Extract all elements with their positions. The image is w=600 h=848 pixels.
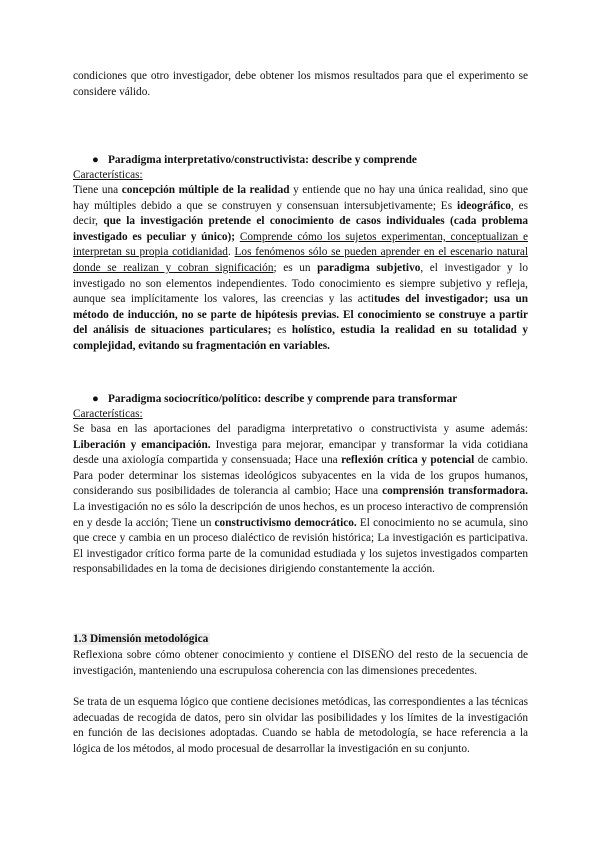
paradigma-interpretativo-body: Tiene una concepción múltiple de la realidad y entiende que no hay una única realidad, sino que hay múltiples debido a que se construyen y consensuan intersubjetivamente; Es ideográfico, es decir, que la investigación pretende el conocimiento de casos individuales (cada problema investigado es peculiar y único); Comprende cómo los sujetos experimentan, conceptualizan e interpretan su propia cotidianidad. Los fenómenos sólo se pueden aprender en el escenario natural donde se realizan y cobran significación; es un paradigma subjetivo, el investigador y lo investigado no son elementos independientes. Todo conocimiento es siempre subjetivo y refleja, aunque sea implícitamente los valores, las creencias y las actitudes del investigador; usa un método de inducción, no se parte de hipótesis previas. El conocimiento se construye a partir del análisis de situaciones particulares; es holístico, estudia la realidad en su totalidad y complejidad, evitando su fragmentación en variables. xyxy=(73,184,529,352)
bullet-icon: ● xyxy=(92,154,99,166)
intro-paragraph: condiciones que otro investigador, debe obtener los mismos resultados para que el experimento se considere válido. xyxy=(73,70,528,98)
bullet-icon: ● xyxy=(92,393,99,405)
caracteristicas-label: Características: xyxy=(73,408,143,420)
paradigma-sociocritico-heading xyxy=(92,392,528,408)
paradigma-interpretativo-heading xyxy=(92,153,528,169)
heading-text: Paradigma interpretativo/constructivista: describe y comprende xyxy=(108,154,417,166)
caracteristicas-label: Características: xyxy=(73,169,143,181)
paradigma-sociocritico-body: Se basa en las aportaciones del paradigma interpretativo o constructivista y asume además: Liberación y emancipación. Investiga para mejorar, emancipar y transformar la vida cotidiana desde una axiología compartida y consensuada; Hace una reflexión crítica y potencial de cambio. Para poder determinar los sistemas ideológicos subyacentes en la vida de los grupos humanos, considerando sus posibilidades de tolerancia al cambio; Hace una comprensión transformadora. La investigación no es sólo la descripción de unos hechos, es un proceso interactivo de comprensión en y desde la acción; Tiene un constructivismo democrático. El conocimiento no se acumula, sino que crece y cambia en un proceso dialéctico de revisión histórica; La investigación es participativa. El investigador crítico forma parte de la comunidad estudiada y los sujetos investigados comparten responsabilidades en la toma de decisiones dirigiendo constantemente la acción. xyxy=(73,423,528,576)
heading-text: Paradigma sociocrítico/político: describe y comprende para transformar xyxy=(108,393,458,405)
metodologica-paragraph-1: Reflexiona sobre cómo obtener conocimiento y contiene el DISEÑO del resto de la secuencia de investigación, manteniendo una escrupulosa coherencia con las dimensiones precedentes. xyxy=(73,649,528,677)
metodologica-paragraph-2: Se trata de un esquema lógico que contiene decisiones metódicas, las correspondientes a las técnicas adecuadas de recogida de datos, pero sin olvidar las posibilidades y los límites de la investigación en función de las decisiones adoptadas. Cuando se habla de metodología, se hace referencia a la lógica de los métodos, al modo procesual de desarrollar la investigación en su conjunto. xyxy=(73,696,528,755)
section-title: 1.3 Dimensión metodológica xyxy=(73,633,209,645)
